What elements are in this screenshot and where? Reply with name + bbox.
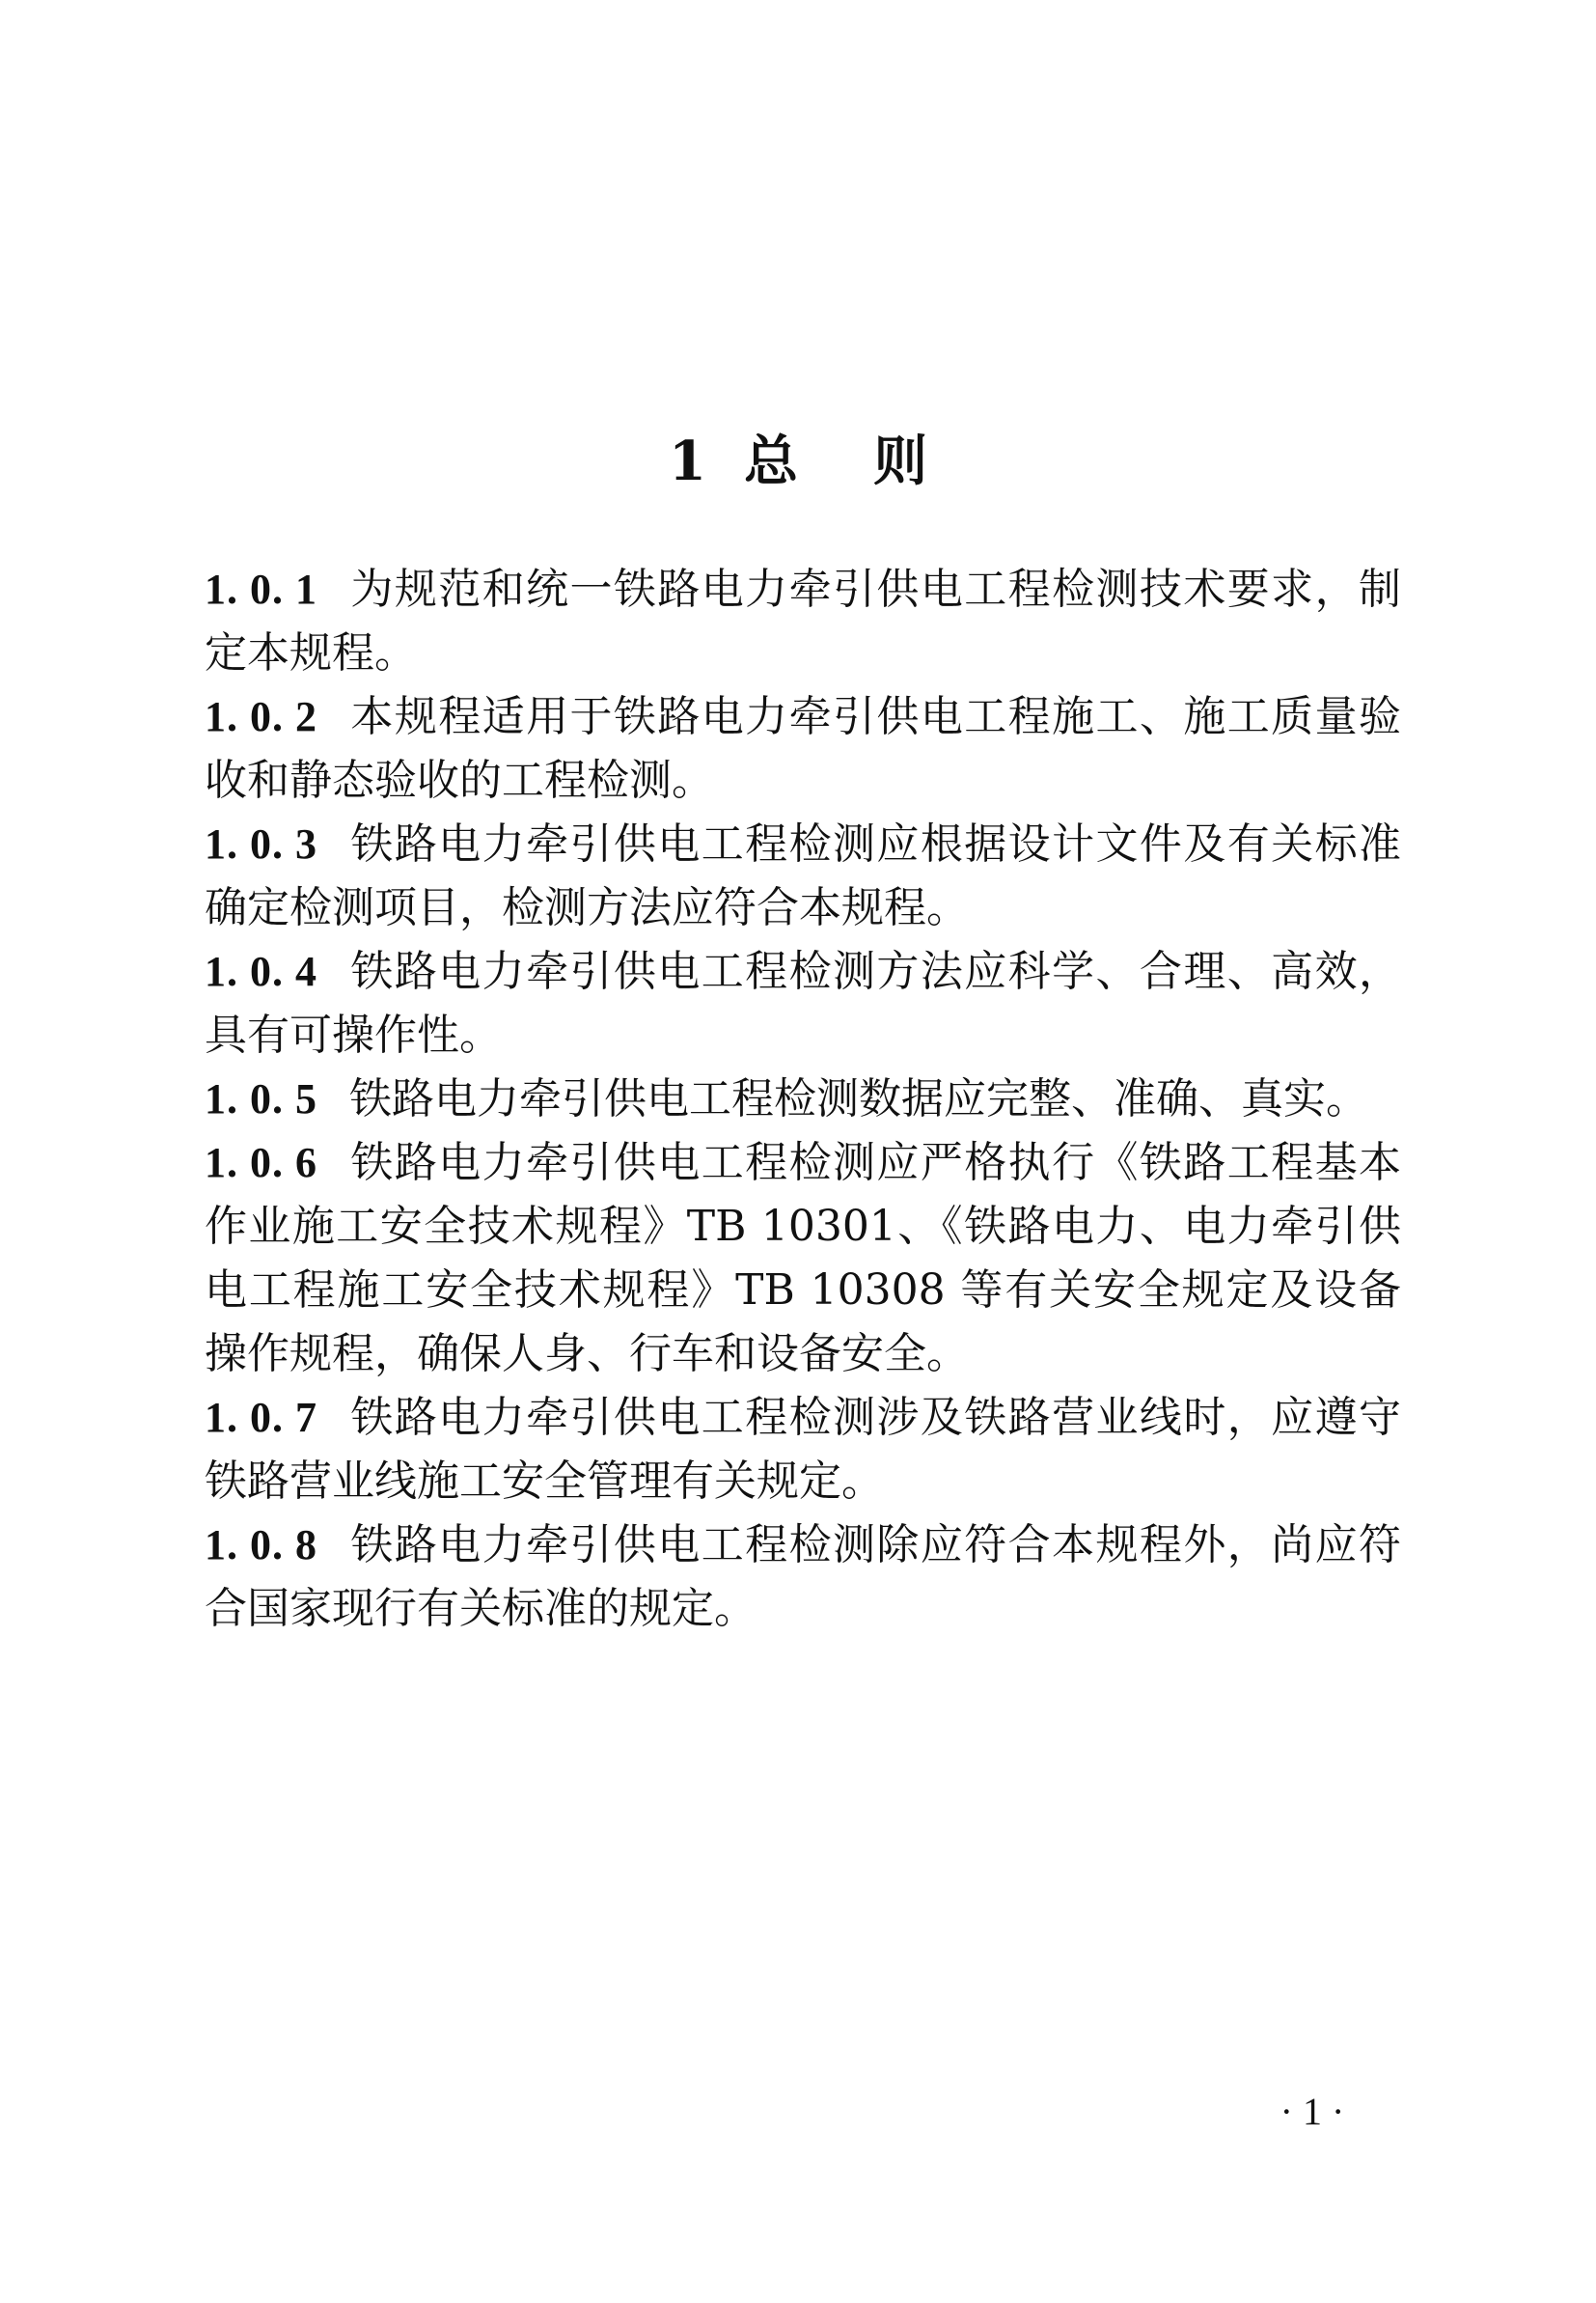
clause-text: 本规程适用于铁路电力牵引供电工程施工、施工质量验收和静态验收的工程检测。 (205, 692, 1401, 805)
clause-1-0-3 (205, 813, 1401, 940)
clause-list (205, 558, 1401, 1641)
clause-number: 1. 0. 6 (205, 1139, 317, 1186)
clause-1-0-8 (205, 1513, 1401, 1641)
chapter-title: 1 总 则 (669, 430, 927, 493)
clause-text: 铁路电力牵引供电工程检测涉及铁路营业线时，应遵守铁路营业线施工安全管理有关规定。 (205, 1393, 1401, 1506)
clause-1-0-4 (205, 940, 1401, 1068)
clause-1-0-2 (205, 685, 1401, 813)
clause-1-0-7 (205, 1386, 1401, 1513)
clause-1-0-5 (205, 1068, 1401, 1131)
clause-text: 铁路电力牵引供电工程检测应根据设计文件及有关标准确定检测项目，检测方法应符合本规程。 (205, 819, 1401, 932)
clause-text: 为规范和统一铁路电力牵引供电工程检测技术要求，制定本规程。 (205, 565, 1401, 678)
clause-number: 1. 0. 5 (205, 1075, 317, 1123)
clause-number: 1. 0. 7 (205, 1394, 317, 1441)
clause-text: 铁路电力牵引供电工程检测数据应完整、准确、真实。 (349, 1074, 1368, 1124)
clause-text: 铁路电力牵引供电工程检测除应符合本规程外，尚应符合国家现行有关标准的规定。 (205, 1520, 1401, 1633)
clause-number: 1. 0. 2 (205, 693, 317, 740)
clause-number: 1. 0. 3 (205, 820, 317, 868)
clause-1-0-1 (205, 558, 1401, 685)
clause-number: 1. 0. 8 (205, 1521, 317, 1568)
clause-1-0-6 (205, 1131, 1401, 1386)
clause-number: 1. 0. 1 (205, 566, 317, 613)
clause-text: 铁路电力牵引供电工程检测应严格执行《铁路工程基本作业施工安全技术规程》TB 10301、《铁路电力、电力牵引供电工程施工安全技术规程》TB 10308 等有关安全规定及设备操作规程，确保人身、行车和设备安全。 (205, 1138, 1401, 1378)
page-number: · 1 · (1280, 2090, 1345, 2133)
clause-number: 1. 0. 4 (205, 948, 317, 995)
clause-text: 铁路电力牵引供电工程检测方法应科学、合理、高效，具有可操作性。 (205, 947, 1401, 1060)
